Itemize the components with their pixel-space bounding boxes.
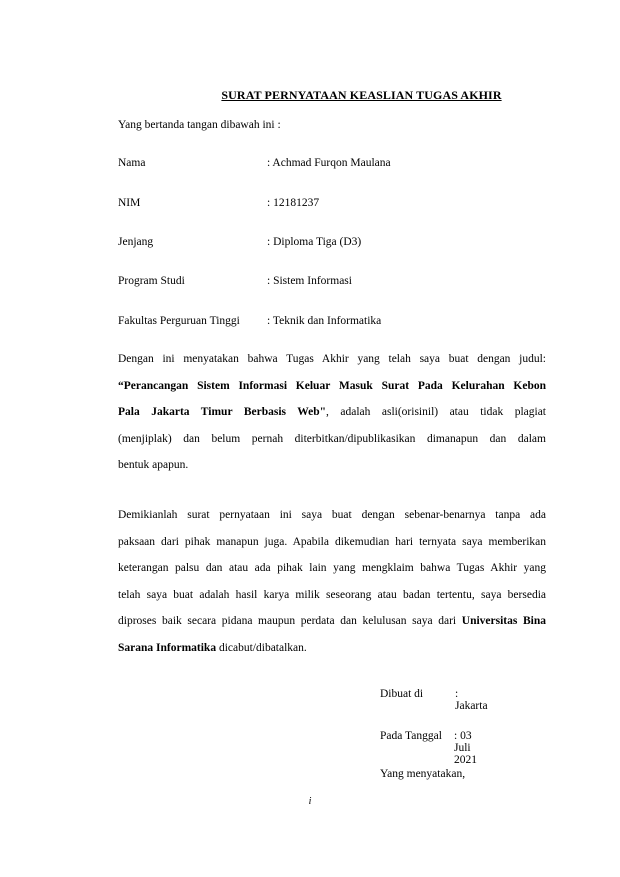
thesis-title: Pala Jakarta Timur Berbasis Web" [118,406,327,418]
paragraph-line: Dengan ini menyatakan bahwa Tugas Akhir yang telah saya buat dengan judul: [118,353,546,365]
signature-place [380,688,488,712]
paragraph-line: telah saya buat adalah hasil karya milik seseorang atau badan tertentu, saya bersedia [118,588,546,601]
field-nim [118,197,558,213]
place-label: Dibuat di [380,688,424,700]
date-value: : 03 Juli 2021 [454,730,477,766]
thesis-title: “Perancangan Sistem Informasi Keluar Masuk Surat Pada Kelurahan Kebon [118,379,546,392]
field-label: Program Studi [118,275,185,287]
paragraph-line [118,635,546,662]
paragraph-declaration [118,502,546,661]
paragraph-line [118,608,546,635]
paragraph-line: keterangan palsu dan atau ada pihak lain yang mengklaim bahwa Tugas Akhir yang [118,562,546,574]
date-label: Pada Tanggal [380,730,442,742]
field-value: : 12181237 [267,197,320,209]
paragraph-text: diproses baik secara pidana maupun perdata dan kelulusan saya dari [118,615,462,627]
place-value: : Jakarta [455,688,488,712]
paragraph-statement [118,346,546,479]
paragraph-line [118,399,546,426]
field-label: Jenjang [118,236,154,248]
field-value: : Teknik dan Informatika [267,315,382,327]
field-fakultas [118,315,558,331]
intro-text: Yang bertanda tangan dibawah ini : [118,119,281,131]
field-program-studi [118,275,558,291]
signature-closing: Yang menyatakan, [380,768,466,780]
field-value: : Achmad Furqon Maulana [267,157,391,169]
paragraph-line: (menjiplak) dan belum pernah diterbitkan/dipublikasikan dimanapun dan dalam [118,432,546,445]
field-value: : Diploma Tiga (D3) [267,236,362,248]
paragraph-line: paksaan dari pihak manapun juga. Apabila dikemudian hari ternyata saya memberikan [118,535,546,548]
paragraph-text: , adalah asli(orisinil) atau tidak plagiat [326,406,546,418]
field-label: NIM [118,197,141,209]
signature-date [380,730,477,766]
document-title: SURAT PERNYATAAN KEASLIAN TUGAS AKHIR [221,88,502,102]
field-nama [118,157,558,173]
paragraph-line: bentuk apapun. [118,459,189,471]
paragraph-line [118,373,546,400]
field-value: : Sistem Informasi [267,275,352,287]
paragraph-line: Demikianlah surat pernyataan ini saya buat dengan sebenar-benarnya tanpa ada [118,509,546,521]
field-jenjang [118,236,558,252]
university-name: Sarana Informatika [118,641,217,654]
page-number: i [308,796,312,807]
field-label: Nama [118,157,146,169]
paragraph-text: dicabut/dibatalkan. [216,641,307,654]
field-label: Fakultas Perguruan Tinggi [118,315,240,327]
university-name: Universitas Bina [461,615,546,627]
